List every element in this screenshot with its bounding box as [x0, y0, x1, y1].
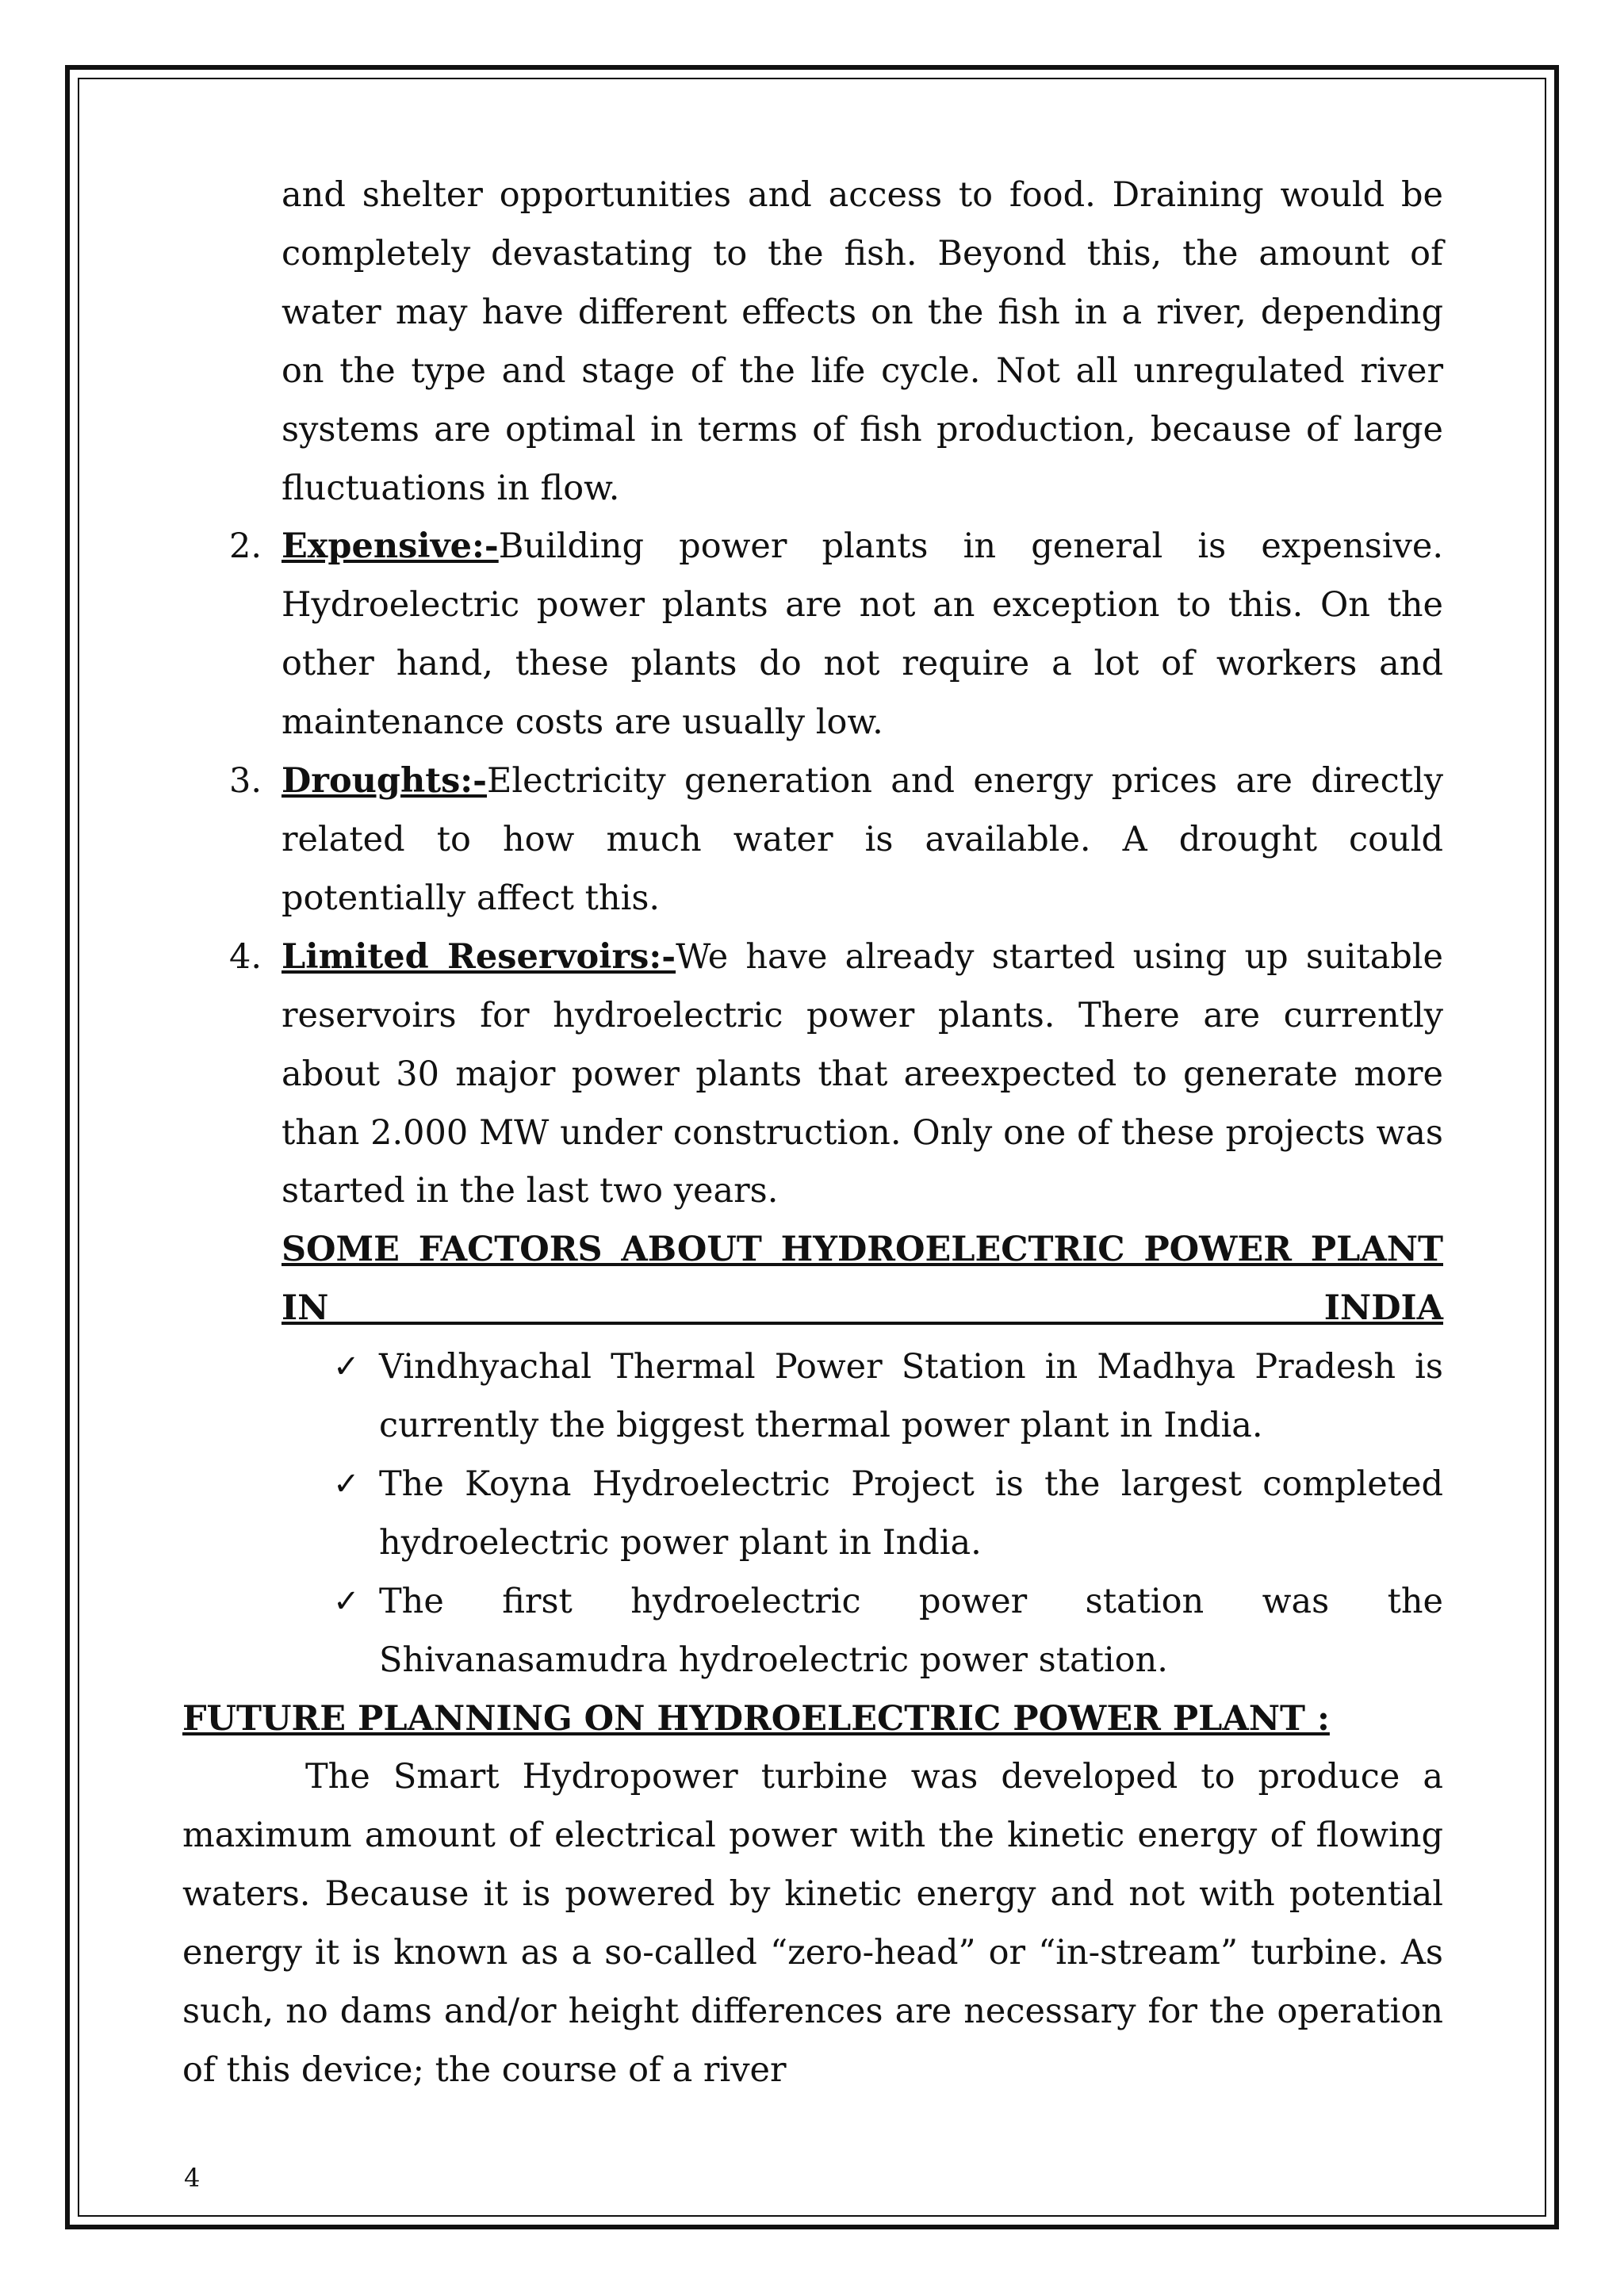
check-mark-icon: ✓	[333, 1465, 360, 1502]
intro-block	[229, 166, 1443, 1690]
page-number: 4	[184, 2163, 201, 2193]
checklist-item	[333, 1456, 1443, 1573]
list-item-number: 2.	[229, 526, 262, 567]
list-item-limited-reservoirs	[229, 928, 1443, 1222]
list-item-text: Building power plants in general is expensive. Hydroelectric power plants are not an exception to this. On the other hand, these plants do not require a lot of workers and maintenance costs are usually low.	[282, 526, 1443, 743]
list-item-text: Electricity generation and energy prices are directly related to how much water is available. A drought could potentially affect this.	[282, 761, 1443, 918]
list-item-number: 3.	[229, 761, 262, 802]
list-item-number: 4.	[229, 936, 262, 977]
check-mark-icon: ✓	[333, 1582, 360, 1620]
list-item-text: We have already started using up suitable reservoirs for hydroelectric power plants. There are currently about 30 major power plants that areexpected to generate more than 2.000 MW under construction. Only one of these projects was started in the last two years.	[282, 936, 1443, 1211]
factors-checklist	[333, 1338, 1443, 1689]
list-item-expensive	[229, 518, 1443, 752]
intro-paragraph: and shelter opportunities and access to food. Draining would be completely devastating to the fish. Beyond this, the amount of water may have different effects on the fish in a river, depending on the type and stage of the life cycle. Not all unregulated river systems are optimal in terms of fish production, because of large fluctuations in flow.	[282, 175, 1443, 508]
list-item-term: Limited Reservoirs:-	[282, 936, 676, 977]
future-planning-heading: FUTURE PLANNING ON HYDROELECTRIC POWER PLANT :	[182, 1698, 1330, 1739]
page-content	[182, 166, 1443, 2100]
checklist-item-text: The Koyna Hydroelectric Project is the largest completed hydroelectric power plant in India.	[379, 1464, 1443, 1563]
list-item-droughts	[229, 752, 1443, 928]
checklist-item	[333, 1338, 1443, 1456]
check-mark-icon: ✓	[333, 1349, 360, 1386]
list-item-term: Expensive:-	[282, 526, 499, 567]
list-item-term: Droughts:-	[282, 761, 488, 802]
checklist-item	[333, 1573, 1443, 1690]
future-planning-paragraph: The Smart Hydropower turbine was developed to produce a maximum amount of electrical power with the kinetic energy of flowing waters. Because it is powered by kinetic energy and not with potential energy it is known as a so-called “zero-head” or “in-stream” turbine. As such, no dams and/or height differences are necessary for the operation of this device; the course of a river	[182, 1757, 1443, 2090]
checklist-item-text: Vindhyachal Thermal Power Station in Madhya Pradesh is currently the biggest thermal power plant in India.	[379, 1347, 1443, 1446]
factors-heading: SOME FACTORS ABOUT HYDROELECTRIC POWER PLANT IN INDIA	[282, 1230, 1443, 1329]
checklist-item-text: The first hydroelectric power station was the Shivanasamudra hydroelectric power station.	[379, 1581, 1443, 1680]
